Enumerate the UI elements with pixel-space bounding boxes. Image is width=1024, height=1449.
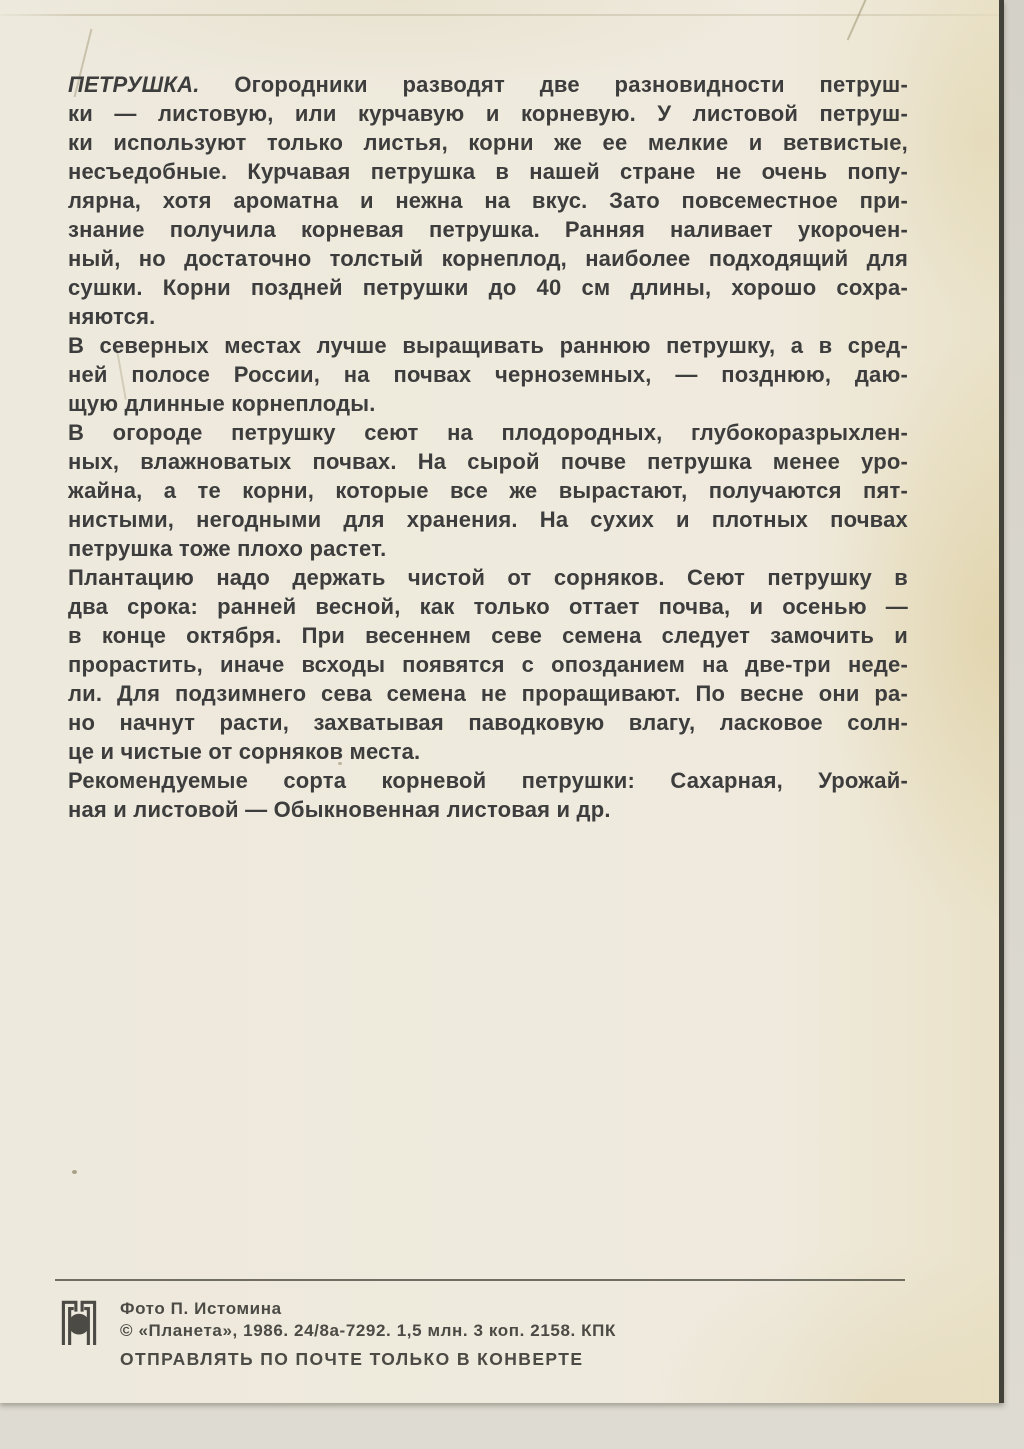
text-line: Плантацию надо держать чистой от сорняков. Сеют петрушку в — [68, 565, 908, 590]
copyright-line: © «Планета», 1986. 24/8а-7292. 1,5 млн. 3 коп. 2158. КПК — [120, 1321, 616, 1340]
text-line: жайна, а те корни, которые все же вырастают, получаются пят- — [68, 478, 908, 503]
article-lead-word: ПЕТРУШКА. — [68, 72, 200, 97]
paper-speck — [72, 1170, 77, 1174]
paper-crease — [0, 14, 999, 16]
text-line: но начнут расти, захватывая паводковую влагу, ласковое солн- — [68, 710, 908, 735]
text-line: ли. Для подзимнего сева семена не проращивают. По весне они ра- — [68, 681, 908, 706]
text-line: няются. — [68, 304, 156, 329]
text-line: ная и листовой — Обыкновенная листовая и др. — [68, 797, 611, 822]
text-line: два срока: ранней весной, как только оттает почва, и осенью — — [68, 594, 908, 619]
photo-credit: Фото П. Истомина — [120, 1299, 282, 1318]
text-line: петрушка тоже плохо растет. — [68, 536, 387, 561]
text-line: це и чистые от сорняков места. — [68, 739, 421, 764]
imprint-credits — [120, 1298, 616, 1342]
text-line: щую длинные корнеплоды. — [68, 391, 376, 416]
mailing-notice: ОТПРАВЛЯТЬ ПО ПОЧТЕ ТОЛЬКО В КОНВЕРТЕ — [120, 1349, 584, 1369]
text-line: в конце октября. При весеннем севе семена следует замочить и — [68, 623, 908, 648]
text-line: ных, влажноватых почвах. На сырой почве петрушка менее уро- — [68, 449, 908, 474]
divider-line — [55, 1279, 905, 1281]
article-text — [68, 70, 908, 824]
planeta-publisher-logo-icon — [56, 1294, 102, 1346]
text-line: Рекомендуемые сорта корневой петрушки: Сахарная, Урожай- — [68, 768, 908, 793]
text-line: нистыми, негодными для хранения. На сухих и плотных почвах — [68, 507, 908, 532]
paper-crease — [847, 0, 868, 40]
text-line: прорастить, иначе всходы появятся с опозданием на две-три неде- — [68, 652, 908, 677]
text-line: лярна, хотя ароматна и нежна на вкус. Зато повсеместное при- — [68, 188, 908, 213]
text-line: ней полосе России, на почвах черноземных, — позднюю, даю- — [68, 362, 908, 387]
text-line: ный, но достаточно толстый корнеплод, наиболее подходящий для — [68, 246, 908, 271]
text-line: ки используют только листья, корни же ее мелкие и ветвистые, — [68, 130, 908, 155]
text-line: В северных местах лучше выращивать раннюю петрушку, а в сред- — [68, 333, 908, 358]
text-line: знание получила корневая петрушка. Ранняя наливает укорочен- — [68, 217, 908, 242]
text-line: ПЕТРУШКА. Огородники разводят две разновидности петруш- — [68, 72, 908, 97]
text-line: ки — листовую, или курчавую и корневую. У листовой петруш- — [68, 101, 908, 126]
text-line: сушки. Корни поздней петрушки до 40 см длины, хорошо сохра- — [68, 275, 908, 300]
text-line: В огороде петрушку сеют на плодородных, глубокоразрыхлен- — [68, 420, 908, 445]
text-line: несъедобные. Курчавая петрушка в нашей стране не очень попу- — [68, 159, 908, 184]
